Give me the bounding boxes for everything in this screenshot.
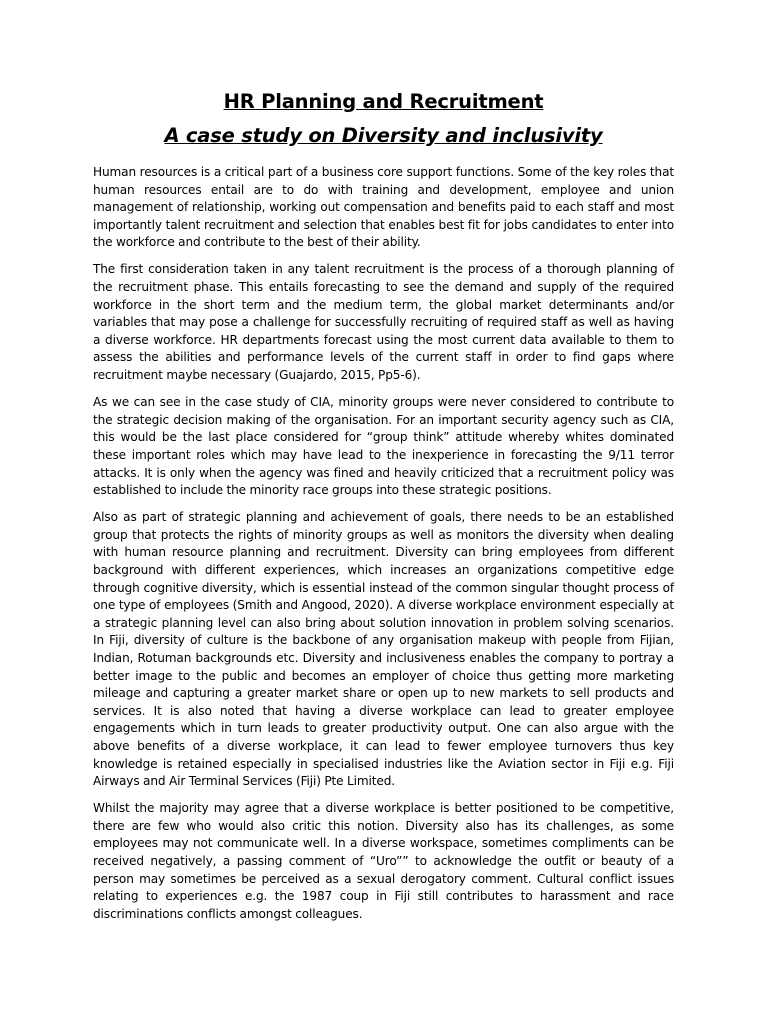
paragraph-recruitment-planning: The first consideration taken in any talent recruitment is the process of a thorough planning of the recruitment phase. This entails forecasting to see the demand and supply of the required workforce in the short term and the medium term, the global market determinants and/or variables that may pose a challenge for successfully recruiting of required staff as well as having a diverse workforce. HR departments forecast using the most current data available to them to assess the abilities and performance levels of the current staff in order to find gaps where recruitment maybe necessary (Guajardo, 2015, Pp5-6). xyxy=(93,262,674,383)
paragraph-cia-case-study: As we can see in the case study of CIA, minority groups were never considered to contribute to the strategic decision making of the organisation. For an important security agency such as CIA, this would be the last place considered for “group think” attitude whereby whites dominated these important roles which may have lead to the inexperience in forecasting the 9/11 terror attacks. It is only when the agency was fined and heavily criticized that a recruitment policy was established to include the minority race groups into these strategic positions. xyxy=(93,395,674,498)
document-subtitle: A case study on Diversity and inclusivity xyxy=(164,124,603,147)
paragraph-diversity-challenges: Whilst the majority may agree that a diverse workplace is better positioned to be competitive, there are few who would also critic this notion. Diversity also has its challenges, as some employees may not communicate well. In a diverse workspace, sometimes compliments can be received negatively, a passing comment of “Uro”” to acknowledge the outfit or beauty of a person may sometimes be perceived as a sexual derogatory comment. Cultural conflict issues relating to experiences e.g. the 1987 coup in Fiji still contributes to harassment and race discriminations conflicts amongst colleagues. xyxy=(93,801,674,921)
document-title: HR Planning and Recruitment xyxy=(223,90,544,113)
paragraph-diversity-benefits: Also as part of strategic planning and achievement of goals, there needs to be an established group that protects the rights of minority groups as well as monitors the diversity when dealing with human resource planning and recruitment. Diversity can bring employees from different background with different experiences, which increases an organizations competitive edge through cognitive diversity, which is essential instead of the common singular thought process of one type of employees (Smith and Angood, 2020). A diverse workplace environment especially at a strategic planning level can also bring about solution innovation in problem solving scenarios. In Fiji, diversity of culture is the backbone of any organisation makeup with people from Fijian, Indian, Rotuman backgrounds etc. Diversity and inclusiveness enables the company to portray a better image to the public and becomes an employer of choice thus getting more marketing mileage and capturing a greater market share or open up to new markets to sell products and services. It is also noted that having a diverse workplace can lead to greater employee engagements which in turn leads to greater productivity output. One can also argue with the above benefits of a diverse workplace, it can lead to fewer employee turnovers thus key knowledge is retained especially in specialised industries like the Aviation sector in Fiji e.g. Fiji Airways and Air Terminal Services (Fiji) Pte Limited. xyxy=(93,510,674,789)
document-body xyxy=(93,88,674,923)
paragraph-hr-roles: Human resources is a critical part of a business core support functions. Some of the key roles that human resources entail are to do with training and development, employee and union management of relationship, working out compensation and benefits paid to each staff and most importantly talent recruitment and selection that enables best fit for jobs candidates to enter into the workforce and contribute to the best of their ability. xyxy=(93,165,674,250)
